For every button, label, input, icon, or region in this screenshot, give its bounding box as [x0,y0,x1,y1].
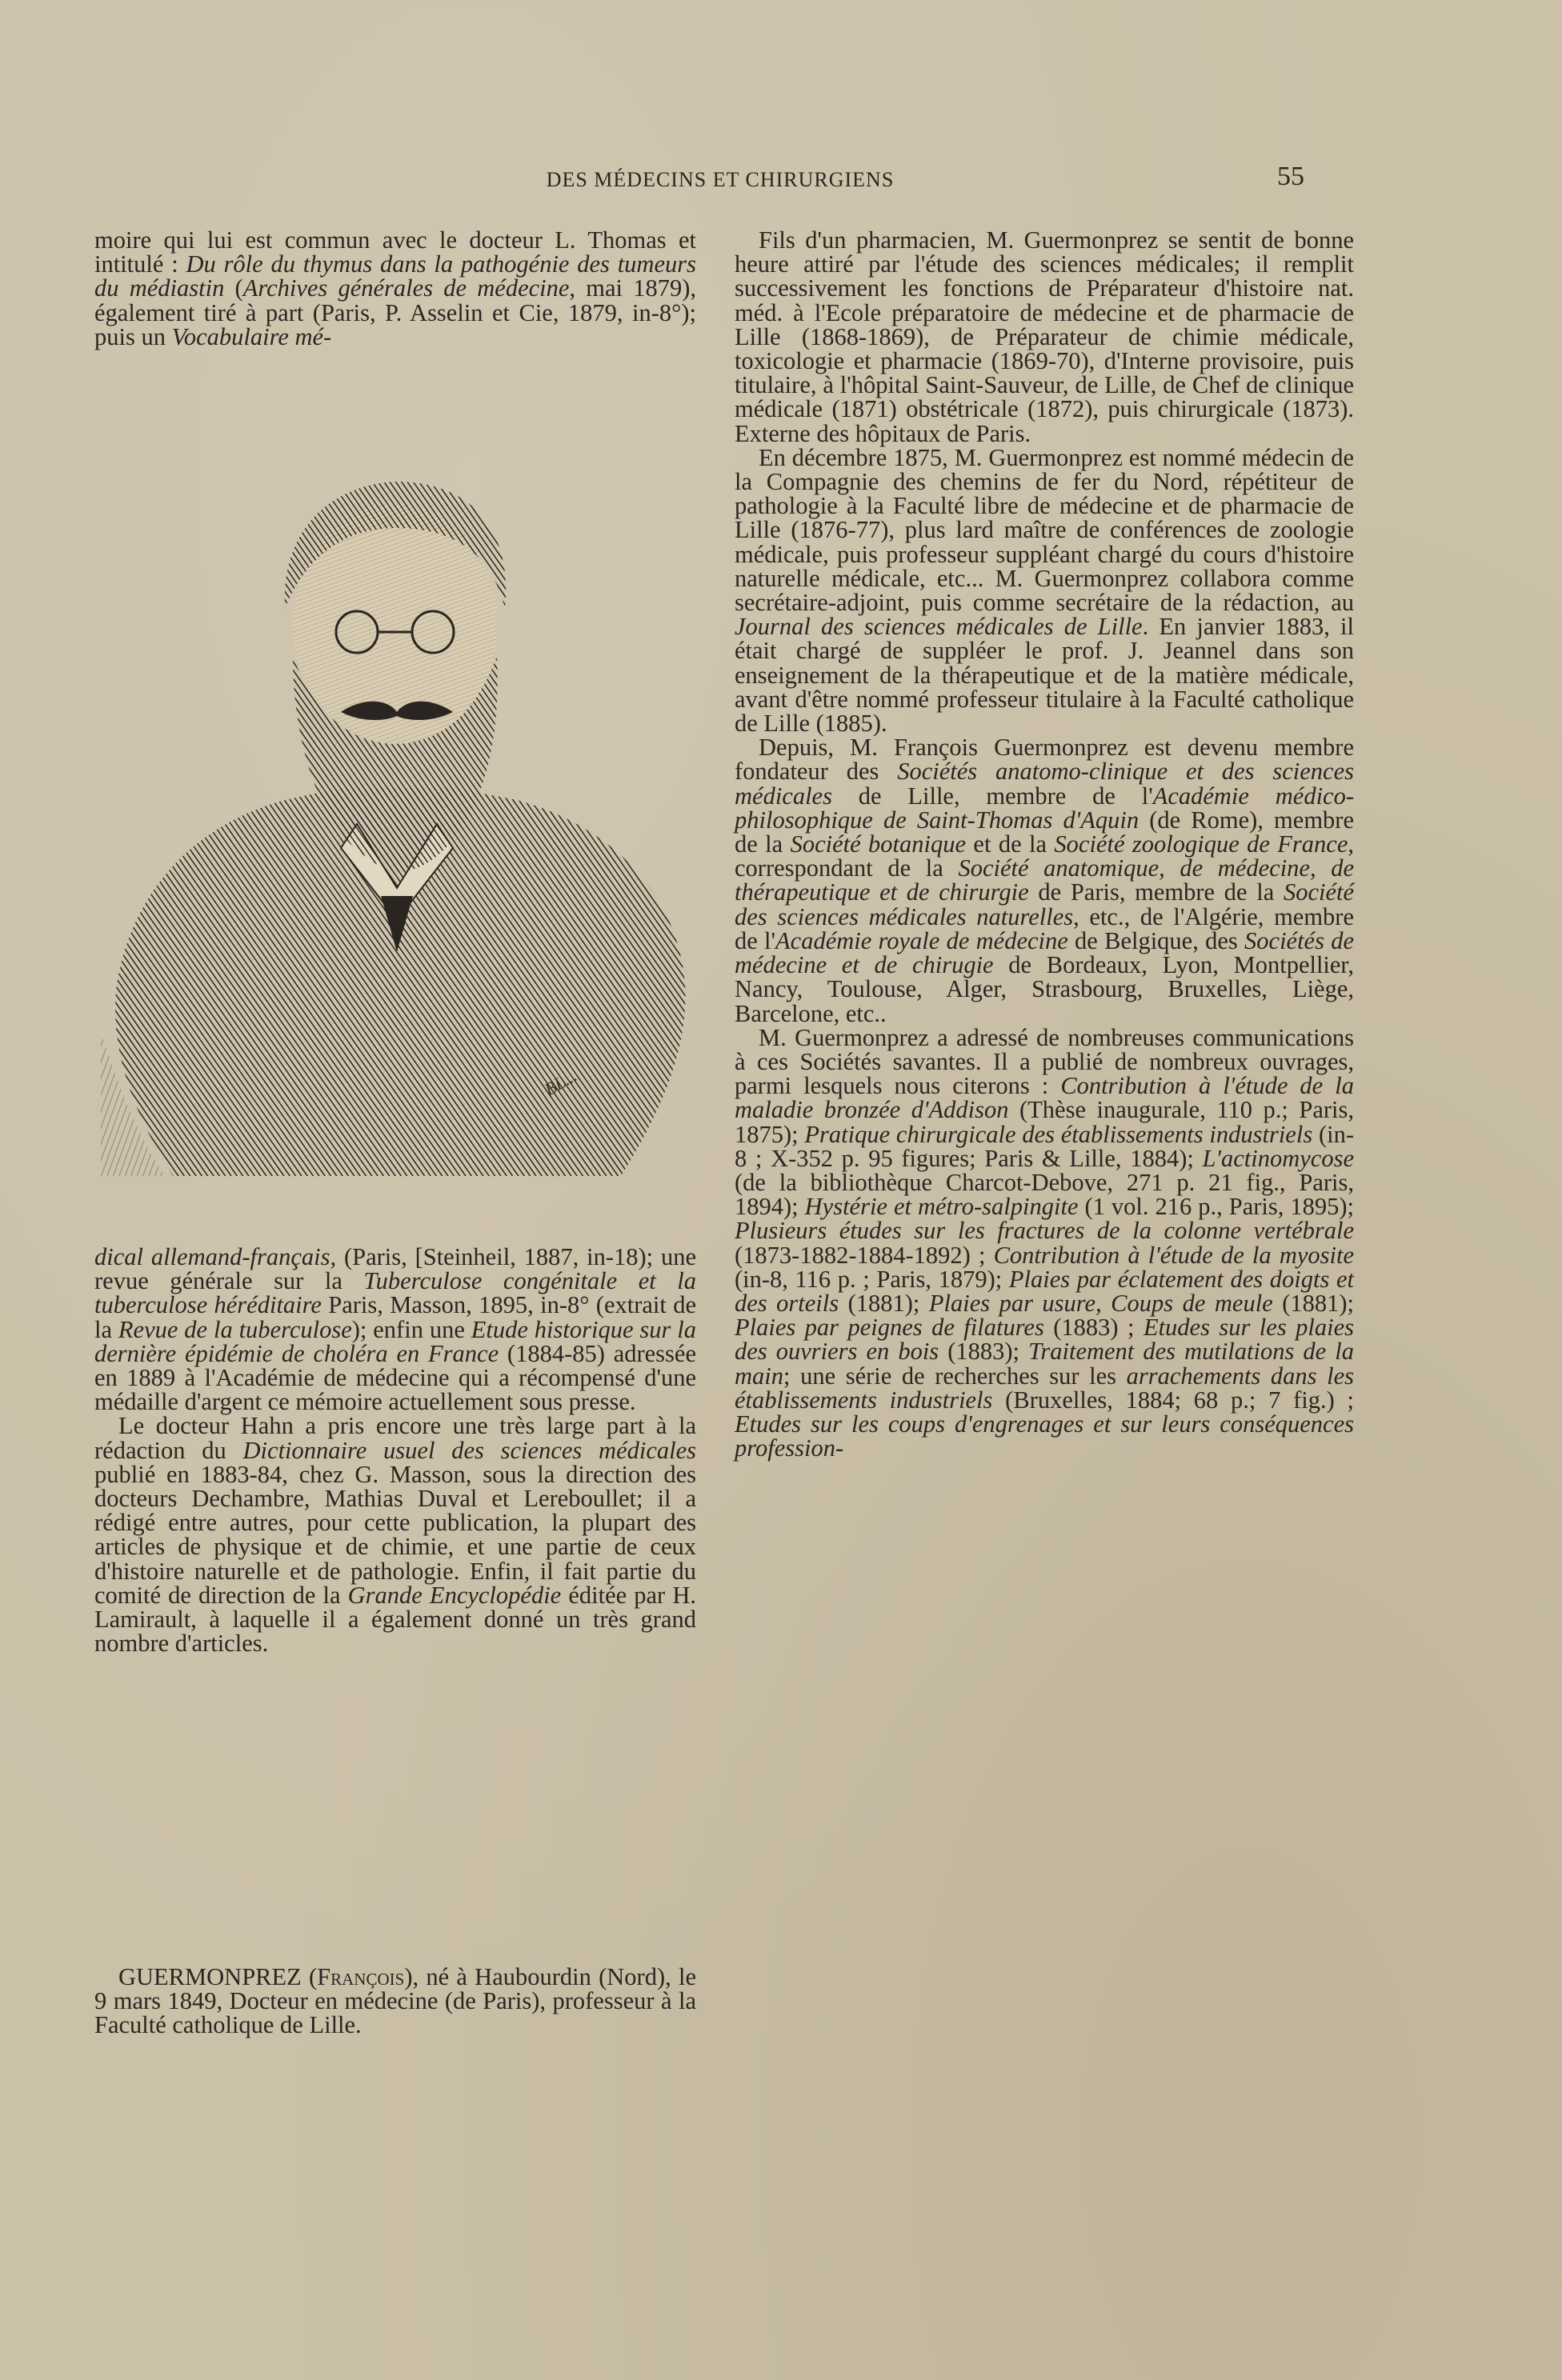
italic-title: Société botanique [790,830,967,858]
text-run: (de la bibliothèque Charcot-Debove, 271 p. 21 fig., Paris, 1894); [735,1168,1354,1221]
text-run: (in-8 ; X-352 p. 95 figures; Paris & Lille, 1884); [735,1120,1354,1172]
running-title: DES MÉDECINS ET CHIRURGIENS [546,168,895,191]
italic-title: Etudes sur les plaies des ouvriers en bois [735,1314,1354,1366]
text-run: (Thèse inaugurale, 110 p.; Paris, 1875); [735,1096,1354,1148]
italic-title: Plaies par usure, Coups de meule [928,1289,1273,1317]
italic-title: Dictionnaire usuel des sciences médicales [242,1436,696,1464]
text-run: ; une série de recherches sur les [783,1362,1127,1390]
portrait-engraving [101,472,693,1176]
paragraph [94,1412,696,1658]
text-run: (1881); [1272,1289,1355,1317]
text-run: (1883); [939,1338,1029,1366]
engraver-signature: BL... [541,1065,581,1100]
paragraph [735,443,1354,738]
paragraph [735,735,1354,1025]
italic-title: Société anatomique, de médecine, de thérapeutique et de chirurgie [735,854,1354,906]
text-run: (1883) ; [1043,1314,1143,1342]
right-column [735,228,1354,1460]
italic-title: Du rôle du thymus dans la pathogénie des tumeurs du médiastin [94,250,696,302]
italic-title: Académie médico-philosophique de Saint-Thomas d'Aquin [735,782,1354,834]
text-run: Paris, Masson, 1895, in-8° (extrait de la [94,1291,696,1343]
italic-title: Contribution à l'étude de la maladie bronzée d'Addison [735,1072,1354,1124]
text-run: (Paris, [Steinheil, 1887, in-18); une revue générale sur la [94,1243,696,1295]
italic-title: Revue de la tuberculose [118,1315,352,1343]
text-run: (de Rome), membre de la [735,806,1354,858]
italic-title: Contribution à l'étude de la myosite [993,1241,1354,1269]
italic-title: Grande Encyclopédie [347,1581,562,1609]
italic-title: Société des sciences médicales naturelles [735,878,1354,930]
italic-title: Etude historique sur la dernière épidémie de choléra en France [94,1315,696,1367]
text-run: de Paris, membre de la [1028,878,1284,906]
text-run: ( [224,274,243,302]
small-caps-text: François [317,1963,405,1990]
italic-title: dical allemand-français, [94,1243,337,1270]
italic-title: Académie royale de médecine [775,926,1068,954]
text-run: En décembre 1875, M. Guermonprez est nommé médecin de la Compagnie des chemins de fer du Nord, répétiteur de pathologie à la Faculté libre de médecine et de pharmacie de Lille (1876-77), plus lard maître de conférences de zoologie médicale, puis professeur suppléant chargé du cours d'histoire naturelle médicale, etc... M. Guermonprez collabora comme secrétaire-adjoint, puis comme secrétaire de la rédaction, au [735,443,1354,617]
italic-title: arrachements dans les établissements industriels [735,1362,1354,1414]
italic-title: Pratique chirurgicale des établissements industriels [804,1120,1313,1148]
text-run: de Belgique, des [1067,926,1245,954]
italic-title: L'actinomycose [1202,1144,1354,1172]
text-run: et de la [966,830,1055,858]
italic-title: Plaies par peignes de filatures [735,1314,1044,1342]
text-run: Le docteur Hahn a pris encore une très large part à la rédaction du [94,1412,696,1464]
text-run: de Lille, membre de l' [831,782,1153,810]
italic-title: Sociétés anatomo-clinique et des sciences médicales [735,758,1354,810]
text-run: (in-8, 116 p. ; Paris, 1879); [735,1265,1009,1293]
paragraph [94,1965,696,2038]
paragraph [94,228,696,349]
italic-title: Hystérie et métro-salpingite [804,1193,1079,1221]
text-run: éditée par H. Lamirault, à laquelle il a également donné un très grand nombre d'articles. [94,1581,696,1658]
italic-title: Archives générales de médecine [242,274,570,302]
text-run: (1884-85) adressée en 1889 à l'Académie de médecine qui a récompensé d'une médaille d'argent ce mémoire actuellement sous presse. [94,1339,696,1416]
text-run: publié en 1883-84, chez G. Masson, sous la direction des docteurs Dechambre, Mathias Duval et Lereboullet; il a rédigé entre autres, pour cette publication, la plupart des articles de physique et de chimie, et une partie de ceux d'histoire naturelle et de pathologie. Enfin, il fait partie du comité de direction de la [94,1460,696,1609]
text-run: de Bordeaux, Lyon, Montpellier, Nancy, Toulouse, Alger, Strasbourg, Bruxelles, Liège, Barcelone, etc.. [735,951,1354,1027]
page-number: 55 [1277,162,1304,191]
italic-title: Etudes sur les coups d'engrenages et sur leurs conséquences profession- [735,1410,1354,1462]
text-run: M. Guermonprez a adressé de nombreuses communications à ces Sociétés savantes. Il a publié de nombreux ouvrages, parmi lesquels nous citerons : [735,1023,1354,1100]
paragraph [735,228,1354,446]
italic-title: Société zoologique de France [1054,830,1348,858]
text-run: (Bruxelles, 1884; 68 p.; 7 fig.) ; [992,1386,1355,1414]
paragraph [735,1023,1355,1462]
italic-title: Plusieurs études sur les fractures de la colonne vertébrale [735,1217,1354,1245]
left-column-bottom [94,1243,696,1658]
text-run: , correspondant de la [735,830,1354,882]
text-run: Fils d'un pharmacien, M. Guermonprez se sentit de bonne heure attiré par l'étude des sciences médicales; il remplit successivement les fonctions de Préparateur d'histoire nat. méd. à l'Ecole préparatoire de médecine et de pharmacie de Lille (1868-1869), de Préparateur de chimie médicale, toxicologie et pharmacie (1869-70), d'Interne provisoire, puis titulaire, à l'hôpital Saint-Sauveur, de Lille, de Chef de clinique médicale (1871) obstétricale (1872), puis chirurgicale (1873). Externe des hôpitaux de Paris. [735,226,1354,447]
paragraph [94,1245,696,1414]
text-run: . En janvier 1883, il était chargé de suppléer le prof. J. Jeannel dans son enseignement de la thérapeutique et de la matière médicale, avant d'être nommé professeur titulaire à la Faculté catholique de Lille (1885). [735,613,1354,738]
text-run: (1873-1882-1884-1892) ; [735,1241,994,1269]
italic-title: Journal des sciences médicales de Lille [735,613,1143,641]
left-column-top [94,228,696,349]
text-run: (1881); [839,1289,929,1317]
text-run: , etc., de l'Algérie, membre de l' [735,902,1354,954]
left-column-entry [94,1965,696,2038]
text-run: ); enfin une [351,1315,471,1343]
text-run: Depuis, M. François Guermonprez est devenu membre fondateur des [735,734,1354,786]
text-run: moire qui lui est commun avec le docteur L. Thomas et intitulé : [94,226,696,278]
italic-title: Tuberculose congénitale et la tuberculose héréditaire [94,1267,696,1319]
text-run: , mai 1879), également tiré à part (Paris, P. Asselin et Cie, 1879, in-8°); puis un [94,274,696,350]
italic-title: Traitement des mutilations de la main [735,1338,1354,1390]
italic-title: Vocabulaire mé- [171,322,332,350]
italic-title: Sociétés de médecine et de chirugie [735,926,1355,979]
text-run: GUERMONPREZ ( [118,1963,318,1990]
text-run: (1 vol. 216 p., Paris, 1895); [1078,1193,1354,1221]
italic-title: Plaies par éclatement des doigts et des orteils [735,1265,1355,1317]
text-run: ), né à Haubourdin (Nord), le 9 mars 1849, Docteur en médecine (de Paris), professeur à la Faculté catholique de Lille. [94,1963,696,2039]
